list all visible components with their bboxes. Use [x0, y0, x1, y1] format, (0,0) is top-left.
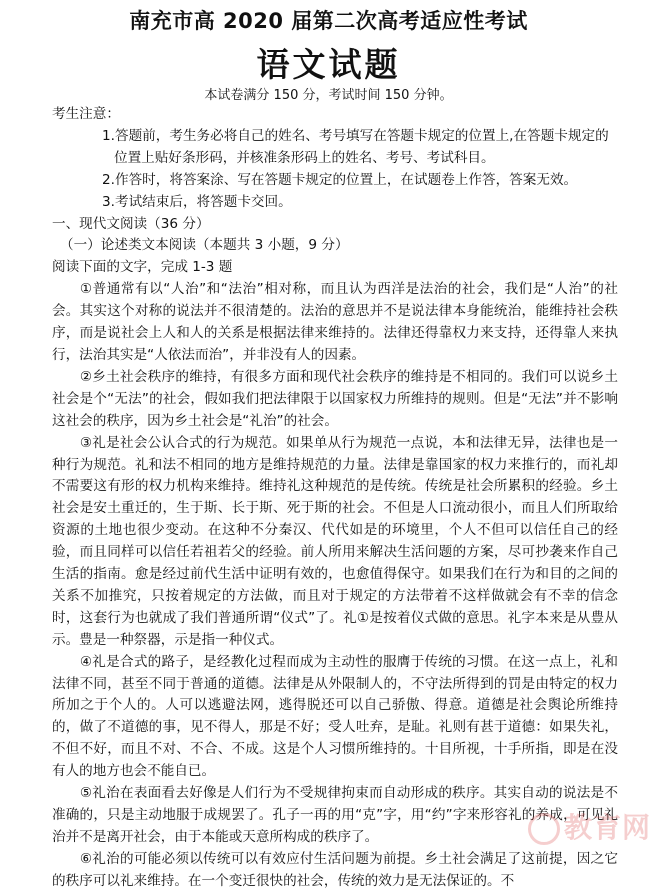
notice-item: 3.考试结束后，将答题卡交回。 — [102, 193, 292, 210]
exam-body — [52, 104, 618, 893]
paragraph-1: ①普通常有以“人治”和“法治”相对称，而且认为西洋是法治的社会，我们是“人治”的社会。其实这个对称的说法并不很清楚的。法治的意思并不是说法律本身能统治，能维持社会秩序，而是说社会上人和人的关系是根据法律来维持的。法律还得靠权力来支持，还得靠人来执行，法治其实是“人依法而治”，并非没有人的因素。 — [52, 281, 618, 363]
reading-instruction: 阅读下面的文字，完成 1-3 题 — [52, 259, 233, 276]
paragraph-2: ②乡土社会秩序的维持，有很多方面和现代社会秩序的维持是不相同的。我们可以说乡土社会是个“无法”的社会，假如我们把法律限于以国家权力所维持的规则。但是“无法”并不影响这社会的秩序，因为乡土社会是“礼治”的社会。 — [52, 368, 618, 429]
section-heading: 一、现代文阅读（36 分） — [52, 215, 210, 232]
score-info: 本试卷满分 150 分，考试时间 150 分钟。 — [204, 88, 453, 103]
exam-title: 南充市高 2020 届第二次高考适应性考试 — [129, 9, 528, 33]
paragraph-6: ⑥礼治的可能必须以传统可以有效应付生活问题为前提。乡土社会满足了这前提，因之它的秩序可以礼来维持。在一个变迁很快的社会，传统的效力是无法保证的。不 — [52, 850, 618, 889]
paragraph-3: ③礼是社会公认合式的行为规范。如果单从行为规范一点说，本和法律无异，法律也是一种行为规范。礼和法不相同的地方是维持规范的力量。法律是靠国家的权力来推行的，而礼却不需要这有形的权力机构来维持。维持礼这种规范的是传统。传统是社会所累积的经验。乡土社会是安土重迁的，生于斯、长于斯、死于斯的社会。不但是人口流动很小，而且人们所取给资源的土地也很少变动。在这种不分秦汉、代代如是的环境里，个人不但可以信任自己的经验，而且同样可以信任若祖若父的经验。前人所用来解决生活问题的方案，尽可抄袭来作自己生活的指南。愈是经过前代生活中证明有效的，也愈值得保守。如果我们在行为和目的之间的关系不加推究，只按着规定的方法做，而且对于规定的方法带着不这样做就会有不幸的信念时，这套行为也就成了我们普通所谓“仪式”了。礼①是按着仪式做的意思。礼字本来是从豊从示。豊是一种祭器，示是指一种仪式。 — [52, 434, 618, 648]
watermark-icon — [528, 813, 560, 845]
subject-title: 语文试题 — [256, 45, 401, 84]
notice-heading: 考生注意： — [52, 106, 120, 122]
watermark-logo — [528, 806, 651, 846]
paragraph-5: ⑤礼治在表面看去好像是人们行为不受规律拘束而自动形成的秩序。其实自动的说法是不准确的，只是主动地服于成规罢了。孔子一再的用“克”字，用“约”字来形容礼的养成，可见礼治并不是离开社会，由于本能或天意所构成的秩序了。 — [52, 785, 618, 845]
subsection-heading: （一）论述类文本阅读（本题共 3 小题，9 分） — [60, 237, 349, 254]
notice-item: 1.答题前，考生务必将自己的姓名、考号填写在答题卡规定的位置上,在答题卡规定的位置上贴好条形码，并核准条形码上的姓名、考号、考试科目。 — [102, 127, 609, 166]
notice-item: 2.作答时，将答案涂、写在答题卡规定的位置上，在试题卷上作答，答案无效。 — [102, 171, 578, 188]
watermark-text: 教育网 — [563, 811, 651, 844]
paragraph-4: ④礼是合式的路子，是经教化过程而成为主动性的服膺于传统的习惯。在这一点上，礼和法律不同，甚至不同于普通的道德。法律是从外限制人的，不守法所得到的罚是由特定的权力所加之于个人的。人可以逃避法网，逃得脱还可以自己骄傲、得意。道德是社会舆论所维持的，做了不道德的事，见不得人，那是不好；受人吐弃，是耻。礼则有甚于道德：如果失礼，不但不好，而且不对、不合、不成。这是个人习惯所维持的。十目所视，十手所指，即是在没有人的地方也会不能自已。 — [52, 653, 618, 780]
